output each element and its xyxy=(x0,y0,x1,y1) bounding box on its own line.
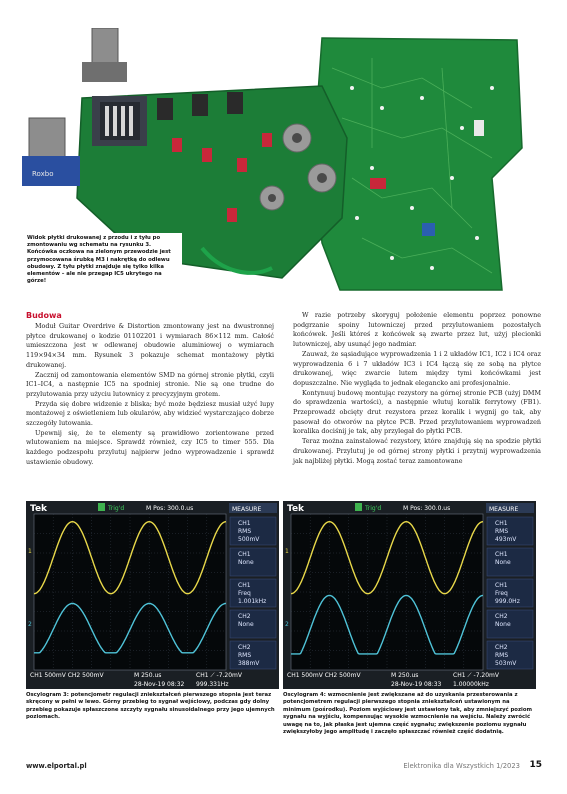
measure-readout-text: 1.001kHz xyxy=(238,598,267,605)
paragraph: Moduł Guitar Overdrive & Distortion zmontowany jest na dwustronnej płytce drukowanej o kodzie 01102201 i wymiarach 86×112 mm. Całość umieszczona jest w odlewanej obudowie aluminiowej o wymiarach 119×94×34 mm. Rysunek 3 pokazuje schemat montażowy płytki drukowanej. xyxy=(26,322,274,369)
measure-readout-text: None xyxy=(238,621,254,628)
ch2-marker: 2 xyxy=(285,621,289,628)
scope-brand: Tek xyxy=(30,504,48,514)
paragraph: W razie potrzeby skoryguj położenie elementu poprzez ponowne podgrzanie spoiny lutowniczej przed przylutowaniem pozostałych końcówek. Jeśli któreś z końcówek są zwarte przez lut, użyj plecionki lutowniczej, aby usunąć jego nadmiar. xyxy=(293,311,541,349)
paragraph: Teraz można zainstalować rezystory, które znajdują się na spodzie płytki drukowanej. Przylutuj je od górnej strony płytki i przytnij wyprowadzenia jak najbliżej płytki. Mogą zostać teraz zamontowane xyxy=(293,437,541,465)
footer-magazine-title: Elektronika dla Wszystkich 1/2023 xyxy=(403,762,520,770)
scope-trigger-status: Trig'd xyxy=(108,505,125,512)
ch2-marker: 2 xyxy=(28,621,32,628)
paragraph: Kontynuuj budowę montując rezystory na górnej stronie PCB (użyj DMM do sprawdzenia wartości), a następnie wlutuj koralik ferrytowy (FB1). Przeprowadź obcięty drut rezystora przez koralik i wygnij go tak, aby pasował do otworów na płytce PCB. Przed przylutowaniem wyprowadzeń koralika dociśnij je tak, aby przylegał do płytki PCB. xyxy=(293,388,541,436)
scope-trigger-frequency: 999.331Hz xyxy=(196,681,229,688)
measure-readout-text: CH2 xyxy=(238,613,251,620)
measure-readout-text: CH1 xyxy=(238,520,251,527)
scope-trigger-level: CH1 ⟋ -7.20mV xyxy=(453,672,500,679)
measure-readout-text: 500mV xyxy=(238,536,260,543)
measure-readout-text: Freq xyxy=(495,590,508,597)
oscilloscope-display xyxy=(283,501,536,689)
paragraph: Zacznij od zamontowania elementów SMD na górnej stronie płytki, czyli IC1–IC4, a następnie IC5 na spodniej stronie. Nie są one trudne do przylutowania przy użyciu lutownicy z precyzyjnym grotem. xyxy=(26,370,274,398)
oscilloscope-display xyxy=(26,501,279,689)
paragraph: Upewnij się, że te elementy są prawidłowo zorientowane przed wlutowaniem na miejsce. Sprawdź również, czy IC5 to timer 555. Dla każdego podzespołu przylutuj najpierw jedno wyprowadzenie i sprawdź ustawienie obudowy. xyxy=(26,428,274,466)
measure-readout-text: CH2 xyxy=(238,644,251,651)
scope-mpos: M Pos: 300.0.us xyxy=(403,505,451,512)
scope-trigger-level: CH1 ⟋ -7.20mV xyxy=(196,672,243,679)
measure-readout-text: CH2 xyxy=(495,613,508,620)
scope-channel-scales: CH1 500mV CH2 500mV xyxy=(287,672,361,679)
measure-readout-text: CH1 xyxy=(495,582,508,589)
measure-readout-text: 493mV xyxy=(495,536,517,543)
scope-date: 28-Nov-19 08:32 xyxy=(134,681,185,688)
measure-readout-text: CH2 xyxy=(495,644,508,651)
paragraph: Zauważ, że sąsiadujące wyprowadzenia 1 i 2 układów IC1, IC2 i IC4 oraz wyprowadzenia 6 i 7 układów IC3 i IC4 łączą się ze sobą na płytce drukowanej, więc zwarcie lutem między tymi końcówkami jest dopuszczalne. Nie wygląda to jednak elegancko ani profesjonalnie. xyxy=(293,349,541,387)
measure-readout-text: 999.0Hz xyxy=(495,598,520,605)
measure-readout-text: None xyxy=(238,559,254,566)
measure-readout-text: None xyxy=(495,621,511,628)
scope-brand: Tek xyxy=(287,504,305,514)
page-footer xyxy=(26,760,542,774)
measure-readout-text: None xyxy=(495,559,511,566)
article-right-column xyxy=(293,311,541,466)
measure-readout-text: CH1 xyxy=(238,582,251,589)
scope-timebase: M 250.us xyxy=(134,672,162,679)
ch1-marker: 1 xyxy=(28,548,32,555)
oscilloscope-screenshot-4 xyxy=(283,501,536,689)
measure-readout-text: CH1 xyxy=(238,551,251,558)
oscilloscope-caption-4: Oscylogram 4: wzmocnienie jest zwiększane aż do uzyskania przesterowania z potencjometrem regulacji pierwszego stopnia zniekształceń ustawionym na minimum (pośrodku). Poziom wyjściowy jest ustawiony tak, aby zmniejszyć poziom sygnału na wyjściu, kompensując wysokie wzmocnienie na wejściu. Należy zwrócić uwagę na to, jak płaska jest ujemna część sygnału; zwiększenie poziomu sygnału zwiększyłoby jego amplitudę i zaczęło spłaszczać również część dodatnią. xyxy=(283,692,533,736)
footer-website-link[interactable]: www.elportal.pl xyxy=(26,762,87,770)
measure-readout-text: 388mV xyxy=(238,660,260,667)
scope-trigger-status: Trig'd xyxy=(365,505,382,512)
oscilloscope-caption-3: Oscylogram 3: potencjometr regulacji zniekształceń pierwszego stopnia jest teraz skręcony w pełni w lewo. Górny przebieg to sygnał wejściowy, podczas gdy dolny przebieg pokazuje spłaszczone szczyty sygnału sinusoidalnego przy jego ujemnych poziomach. xyxy=(26,692,275,721)
scope-measure-title: MEASURE xyxy=(489,506,519,513)
measure-readout-text: 503mV xyxy=(495,660,517,667)
measure-readout-text: CH1 xyxy=(495,551,508,558)
scope-date: 28-Nov-19 08:33 xyxy=(391,681,442,688)
scope-channel-scales: CH1 500mV CH2 500mV xyxy=(30,672,104,679)
measure-readout-text: RMS xyxy=(238,528,252,535)
paragraph: Przyda się dobre widzenie z bliska; być może będziesz musiał użyć lupy montażowej z oświetleniem lub okularów, aby widzieć wystarczająco dobrze szczegóły lutowania. xyxy=(26,399,274,428)
pedal-label: Roxbo xyxy=(32,170,54,178)
oscilloscope-screenshot-3 xyxy=(26,501,279,689)
photo-caption xyxy=(24,233,182,287)
scope-timebase: M 250.us xyxy=(391,672,419,679)
scope-trigger-frequency: 1.00000kHz xyxy=(453,681,489,688)
scope-measure-title: MEASURE xyxy=(232,506,262,513)
page-number: 15 xyxy=(529,760,542,770)
measure-readout-text: RMS xyxy=(495,652,509,659)
measure-readout-text: RMS xyxy=(495,528,509,535)
article-left-column xyxy=(26,311,274,468)
measure-readout-text: CH1 xyxy=(495,520,508,527)
section-heading: Budowa xyxy=(26,311,62,320)
measure-readout-text: Freq xyxy=(238,590,251,597)
ch1-marker: 1 xyxy=(285,548,289,555)
measure-readout-text: RMS xyxy=(238,652,252,659)
photo-caption-text: Widok płytki drukowanej z przodu i z tyłu po zmontowaniu wg schematu na rysunku 3. Końcówka oczkowa na zielonym przewodzie jest przymocowana śrubką M3 i nakrętką do odlewu obudowy. Z tyłu płytki znajduje się tylko kilka elementów – ale nie przegap IC5 ukrytego na górze! xyxy=(27,235,171,285)
scope-mpos: M Pos: 300.0.us xyxy=(146,505,194,512)
